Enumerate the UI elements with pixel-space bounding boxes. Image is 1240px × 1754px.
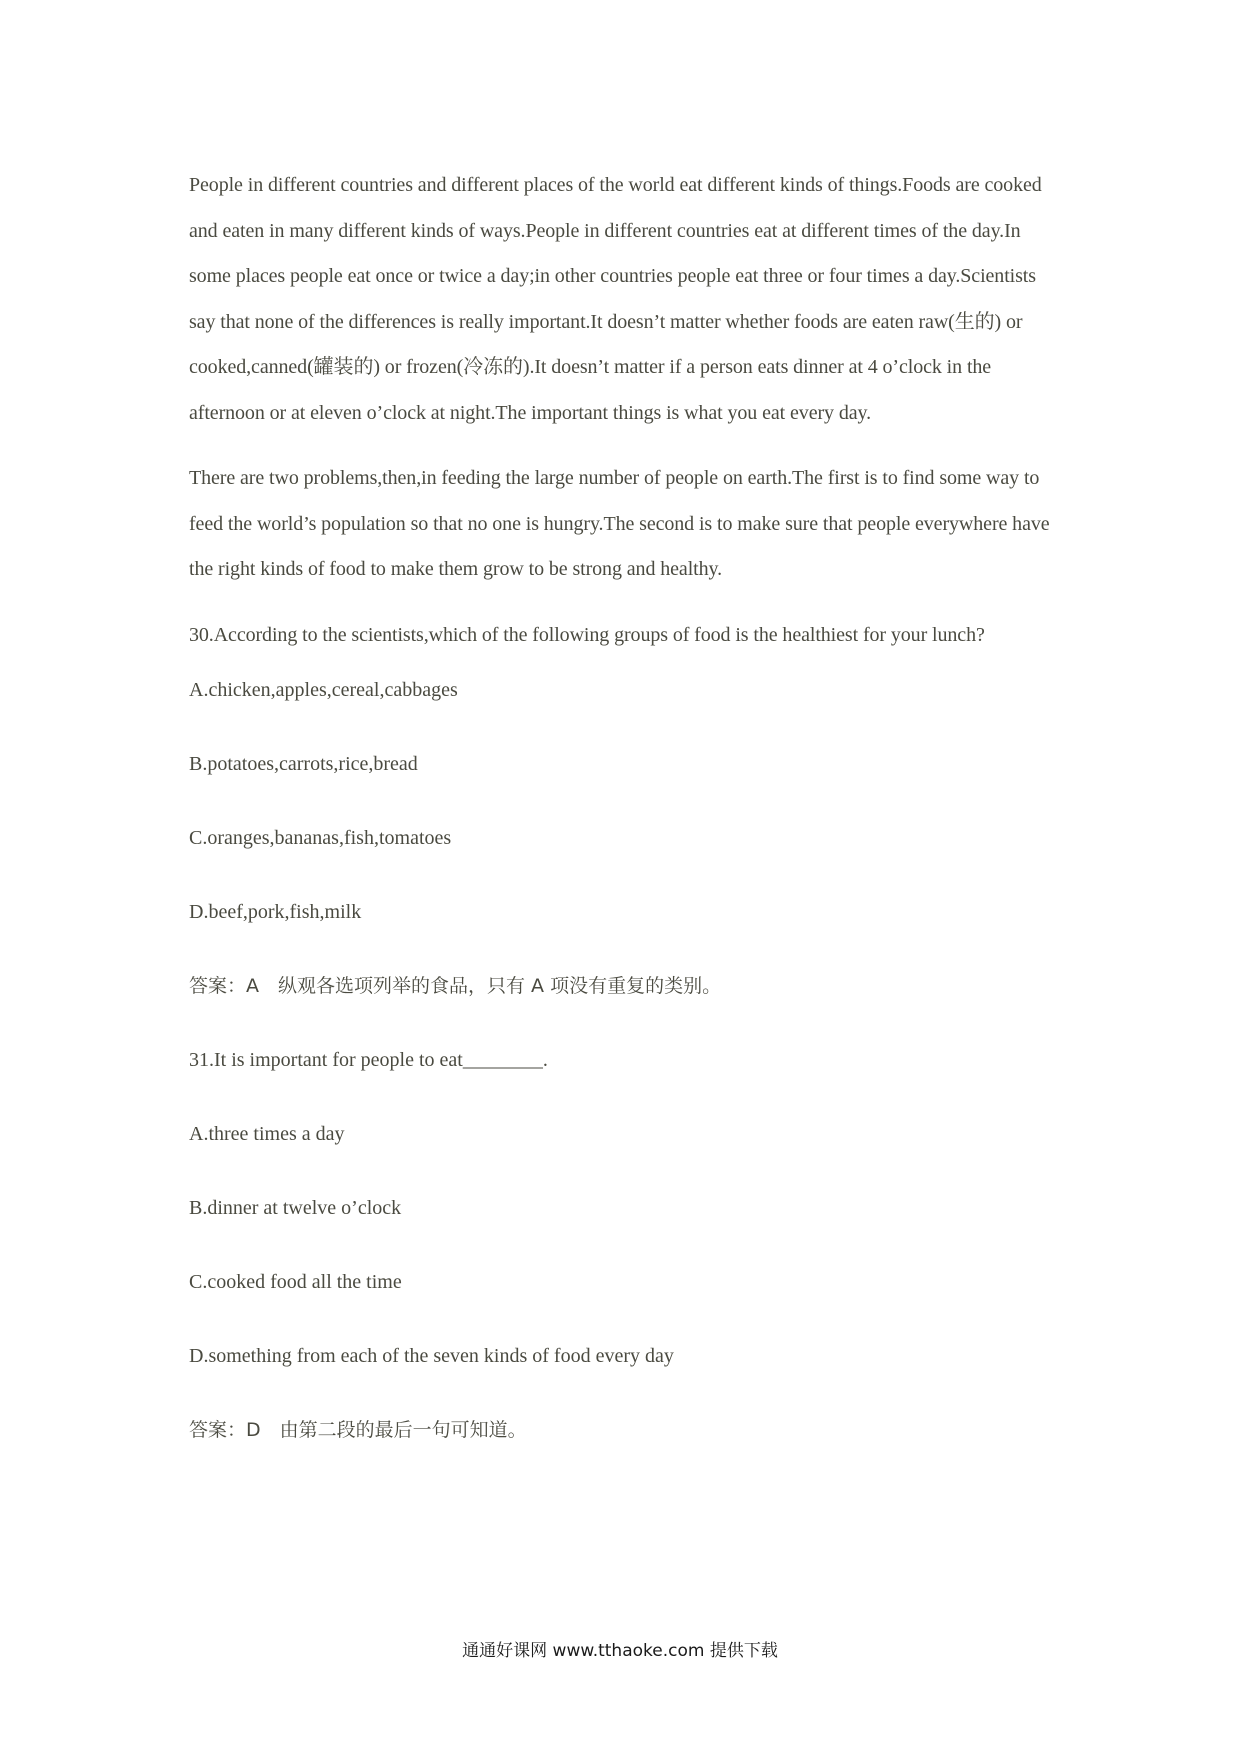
q31-option-d: D.something from each of the seven kinds of food every day [189, 1345, 674, 1367]
passage-paragraph-2: There are two problems,then,in feeding the large number of people on earth.The first is to find some way to feed the world’s population so that no one is hungry.The second is to make sure that people everywhere have the right kinds of food to make them grow to be strong and healthy. [189, 467, 1050, 580]
q30-option-d: D.beef,pork,fish,milk [189, 901, 362, 923]
passage-paragraph-1: People in different countries and different places of the world eat different kinds of things.Foods are cooked and eaten in many different kinds of ways.People in different countries eat at different times of the day.In some places people eat once or twice a day;in other countries people eat three or four times a day.Scientists say that none of the differences is really important.It doesn’t matter whether foods are eaten raw(生的) or cooked,canned(罐装的) or frozen(冷冻的).It doesn’t matter if a person eats dinner at 4 o’clock in the afternoon or at eleven o’clock at night.The important things is what you eat every day. [189, 174, 1042, 424]
q31-option-a: A.three times a day [189, 1123, 345, 1145]
q31-answer: 答案：D 由第二段的最后一句可知道。 [189, 1419, 527, 1441]
question-30: 30.According to the scientists,which of the following groups of food is the healthiest for your lunch? [189, 623, 985, 646]
page-footer: 通通好课网 www.tthaoke.com 提供下载 [462, 1641, 778, 1661]
q30-option-b: B.potatoes,carrots,rice,bread [189, 753, 418, 775]
q30-option-c: C.oranges,bananas,fish,tomatoes [189, 827, 452, 849]
q31-option-b: B.dinner at twelve o’clock [189, 1197, 402, 1219]
q30-answer: 答案：A 纵观各选项列举的食品，只有 A 项没有重复的类别。 [189, 975, 722, 997]
document-page [189, 163, 1059, 1444]
q31-option-c: C.cooked food all the time [189, 1271, 402, 1293]
question-31: 31.It is important for people to eat________. [189, 1049, 548, 1071]
q30-option-a: A.chicken,apples,cereal,cabbages [189, 679, 458, 701]
